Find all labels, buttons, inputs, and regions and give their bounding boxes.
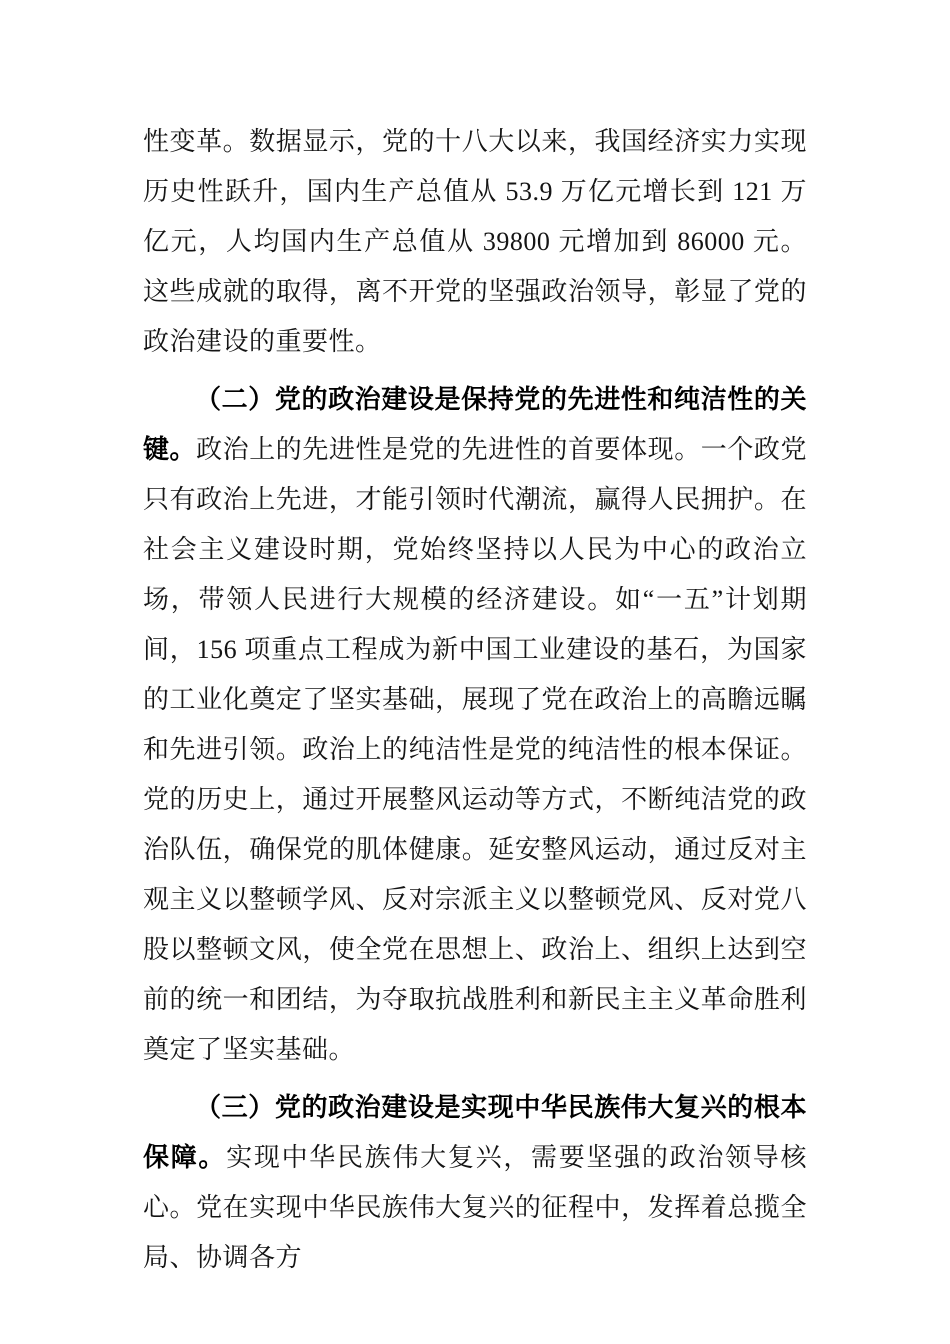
section-3-heading: （三）党的政治建设是实现中华民族伟大复兴的根本保障。 (143, 1093, 807, 1172)
section-3-paragraph (143, 1083, 807, 1283)
section-3-body-text: 实现中华民族伟大复兴，需要坚强的政治领导核心。党在实现中华民族伟大复兴的征程中，发挥着总揽全局、协调各方 (143, 1143, 807, 1272)
section-2-body-text: 政治上的先进性是党的先进性的首要体现。一个政党只有政治上先进，才能引领时代潮流，赢得人民拥护。在社会主义建设时期，党始终坚持以人民为中心的政治立场，带领人民进行大规模的经济建设。如“一五”计划期间，156 项重点工程成为新中国工业建设的基石，为国家的工业化奠定了坚实基础，展现了党在政治上的高瞻远瞩和先进引领。政治上的纯洁性是党的纯洁性的根本保证。党的历史上，通过开展整风运动等方式，不断纯洁党的政治队伍，确保党的肌体健康。延安整风运动，通过反对主观主义以整顿学风、反对宗派主义以整顿党风、反对党八股以整顿文风，使全党在思想上、政治上、组织上达到空前的统一和团结，为夺取抗战胜利和新民主主义革命胜利奠定了坚实基础。 (143, 435, 807, 1064)
section-2-heading: （二）党的政治建设是保持党的先进性和纯洁性的关键。 (143, 385, 807, 464)
paragraph-continuation-text: 性变革。数据显示，党的十八大以来，我国经济实力实现历史性跃升，国内生产总值从 53.9 万亿元增长到 121 万亿元，人均国内生产总值从 39800 元增加到 86000 元。这些成就的取得，离不开党的坚强政治领导，彰显了党的政治建设的重要性。 (143, 127, 807, 356)
paragraph-continuation (143, 117, 807, 367)
section-2-paragraph (143, 375, 807, 1075)
